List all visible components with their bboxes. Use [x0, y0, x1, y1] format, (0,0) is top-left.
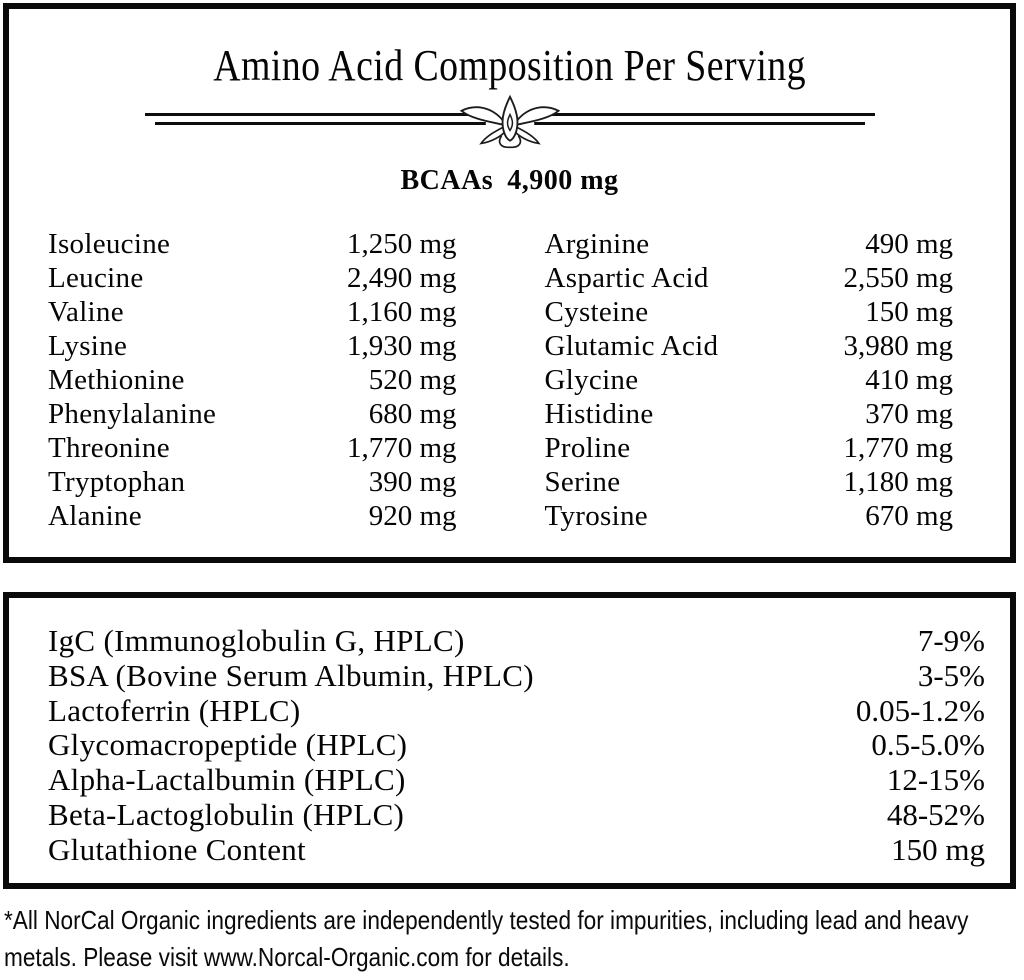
table-row [48, 833, 985, 868]
table-row [48, 694, 985, 729]
panel-title [9, 41, 1010, 91]
amino-amount: 680 mg [368, 398, 457, 430]
table-row [48, 329, 457, 363]
table-row [48, 431, 457, 465]
table-row [48, 295, 457, 329]
protein-fractions-panel [3, 592, 1016, 889]
bcaa-total [9, 165, 1010, 197]
footnote-line-2: metals. Please visit www.Norcal-Organic.com for details. [4, 941, 570, 972]
table-row [48, 763, 985, 798]
amino-name: Phenylalanine [48, 398, 217, 430]
decorative-divider [145, 99, 875, 153]
fraction-value: 12-15% [886, 762, 985, 798]
bcaa-label: BCAAs [400, 165, 494, 196]
amino-acid-panel [3, 3, 1016, 563]
fraction-value: 7-9% [917, 623, 985, 658]
amino-column-right [545, 227, 954, 533]
table-row [545, 397, 954, 431]
table-row [48, 798, 985, 833]
amino-amount: 150 mg [865, 296, 953, 328]
amino-name: Isoleucine [48, 228, 171, 260]
amino-amount: 2,550 mg [843, 262, 953, 294]
table-row [545, 499, 954, 533]
fraction-name: BSA (Bovine Serum Albumin, HPLC) [48, 657, 534, 693]
footnote-line-1: *All NorCal Organic ingredients are independently tested for impurities, including lead and heavy [4, 905, 969, 935]
amino-column-left [48, 227, 457, 533]
table-row [48, 465, 457, 499]
fraction-name: Alpha-Lactalbumin (HPLC) [48, 762, 406, 798]
fraction-value: 0.5-5.0% [871, 727, 985, 763]
amino-amount: 1,250 mg [346, 228, 457, 260]
amino-name: Methionine [48, 364, 185, 396]
fraction-value: 150 mg [891, 831, 985, 867]
amino-name: Serine [544, 466, 621, 498]
amino-name: Histidine [544, 398, 654, 430]
amino-name: Aspartic Acid [544, 262, 709, 294]
amino-name: Glutamic Acid [544, 330, 719, 362]
amino-name: Lysine [48, 330, 128, 362]
fraction-value: 3-5% [917, 657, 985, 693]
disclaimer-footnote [4, 902, 1022, 975]
amino-amount: 2,490 mg [346, 262, 457, 294]
amino-amount: 1,930 mg [346, 330, 457, 362]
fraction-name: Lactoferrin (HPLC) [48, 692, 301, 728]
amino-amount: 520 mg [368, 364, 457, 396]
amino-amount: 1,770 mg [346, 432, 457, 464]
table-row [48, 227, 457, 261]
table-row [48, 397, 457, 431]
table-row [545, 431, 954, 465]
table-row [48, 624, 985, 659]
amino-amount: 410 mg [865, 364, 953, 396]
table-row [545, 329, 954, 363]
amino-acid-table [9, 197, 1010, 533]
amino-name: Valine [48, 296, 124, 328]
amino-name: Glycine [544, 364, 639, 396]
fraction-name: Glutathione Content [48, 831, 306, 867]
table-row [48, 499, 457, 533]
table-row [48, 659, 985, 694]
amino-name: Alanine [48, 500, 142, 532]
fraction-value: 48-52% [886, 796, 985, 832]
protein-fractions-table [9, 598, 1010, 868]
panel-title-text: Amino Acid Composition Per Serving [213, 41, 806, 90]
amino-amount: 1,770 mg [843, 432, 953, 464]
fraction-name: Glycomacropeptide (HPLC) [48, 727, 408, 763]
amino-name: Cysteine [544, 296, 649, 328]
amino-amount: 920 mg [368, 500, 457, 532]
lotus-ornament-icon [444, 94, 576, 150]
amino-amount: 3,980 mg [843, 330, 953, 362]
table-row [48, 728, 985, 763]
table-row [48, 363, 457, 397]
fraction-name: Beta-Lactoglobulin (HPLC) [48, 796, 405, 832]
amino-name: Tryptophan [48, 466, 186, 498]
amino-amount: 1,160 mg [346, 296, 457, 328]
table-row [545, 227, 954, 261]
amino-name: Leucine [48, 262, 144, 294]
table-row [545, 363, 954, 397]
amino-amount: 1,180 mg [843, 466, 953, 498]
table-row [545, 261, 954, 295]
table-row [545, 465, 954, 499]
bcaa-amount: 4,900 mg [507, 165, 619, 196]
amino-amount: 670 mg [865, 500, 953, 532]
amino-name: Proline [544, 432, 631, 464]
amino-name: Tyrosine [544, 500, 648, 532]
table-row [545, 295, 954, 329]
amino-name: Arginine [544, 228, 650, 260]
fraction-value: 0.05-1.2% [855, 692, 985, 728]
amino-amount: 490 mg [865, 228, 953, 260]
amino-amount: 370 mg [865, 398, 953, 430]
table-row [48, 261, 457, 295]
amino-amount: 390 mg [368, 466, 457, 498]
amino-name: Threonine [48, 432, 170, 464]
fraction-name: IgC (Immunoglobulin G, HPLC) [48, 623, 465, 658]
